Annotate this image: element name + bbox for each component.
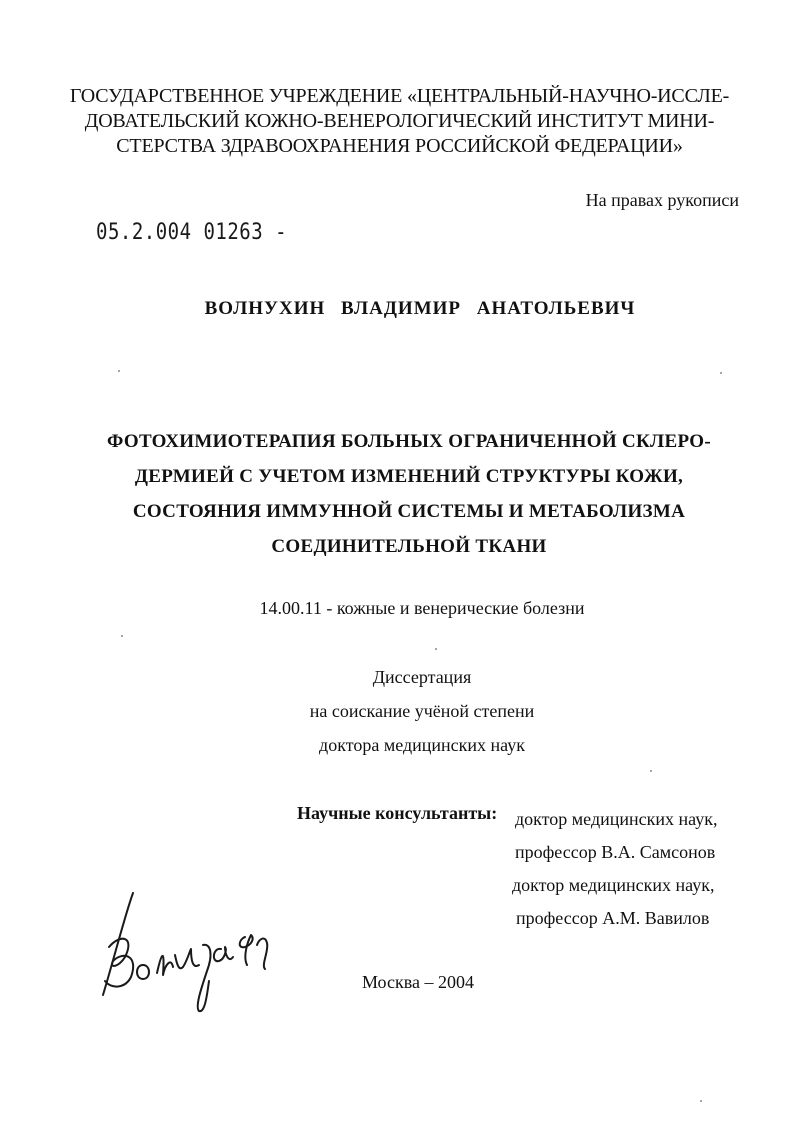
consultants-label: Научные консультанты: bbox=[297, 803, 498, 823]
title-line: ФОТОХИМИОТЕРАПИЯ БОЛЬНЫХ ОГРАНИЧЕННОЙ СКЛЕРО- bbox=[107, 431, 711, 452]
scan-speck bbox=[650, 770, 652, 772]
handwritten-signature bbox=[95, 885, 295, 1020]
scan-speck bbox=[700, 1100, 702, 1102]
consultants-list bbox=[510, 803, 717, 935]
dissertation-degree bbox=[0, 660, 799, 762]
scan-speck bbox=[720, 372, 722, 374]
city-year: Москва – 2004 bbox=[362, 972, 474, 992]
title-line: СОЕДИНИТЕЛЬНОЙ ТКАНИ bbox=[271, 536, 547, 557]
consultant-line: профессор В.А. Самсонов bbox=[515, 842, 716, 862]
consultant-line: доктор медицинских наук, bbox=[515, 809, 718, 829]
degree-line: на соискание учёной степени bbox=[309, 701, 535, 721]
degree-line: Диссертация bbox=[372, 667, 472, 687]
title-line: СОСТОЯНИЯ ИММУННОЙ СИСТЕМЫ И МЕТАБОЛИЗМА bbox=[132, 501, 686, 522]
institution-line: ГОСУДАРСТВЕННОЕ УЧРЕЖДЕНИЕ «ЦЕНТРАЛЬНЫЙ-НАУЧНО-ИССЛЕ- bbox=[69, 85, 730, 107]
consultant-line: профессор А.М. Вавилов bbox=[516, 908, 710, 928]
signature-drawing bbox=[95, 885, 295, 1015]
title-line: ДЕРМИЕЙ С УЧЕТОМ ИЗМЕНЕНИЙ СТРУКТУРЫ КОЖИ, bbox=[134, 466, 684, 487]
scan-speck bbox=[118, 370, 120, 372]
author-name: ВОЛНУХИН ВЛАДИМИР АНАТОЛЬЕВИЧ bbox=[204, 298, 636, 319]
institution-line: СТЕРСТВА ЗДРАВООХРАНЕНИЯ РОССИЙСКОЙ ФЕДЕРАЦИИ» bbox=[116, 135, 683, 157]
institution-line: ДОВАТЕЛЬСКИЙ КОЖНО-ВЕНЕРОЛОГИЧЕСКИЙ ИНСТИТУТ МИНИ- bbox=[84, 110, 715, 132]
consultant-line: доктор медицинских наук, bbox=[512, 875, 715, 895]
scan-speck bbox=[435, 648, 437, 650]
registration-stamp: 05.2.004 01263 - bbox=[96, 219, 288, 245]
specialty-code: 14.00.11 - кожные и венерические болезни bbox=[259, 598, 585, 618]
degree-line: доктора медицинских наук bbox=[319, 735, 525, 755]
rights-note: На правах рукописи bbox=[585, 190, 739, 210]
dissertation-title bbox=[0, 424, 799, 564]
institution-heading bbox=[0, 84, 799, 159]
scan-speck bbox=[121, 635, 123, 637]
